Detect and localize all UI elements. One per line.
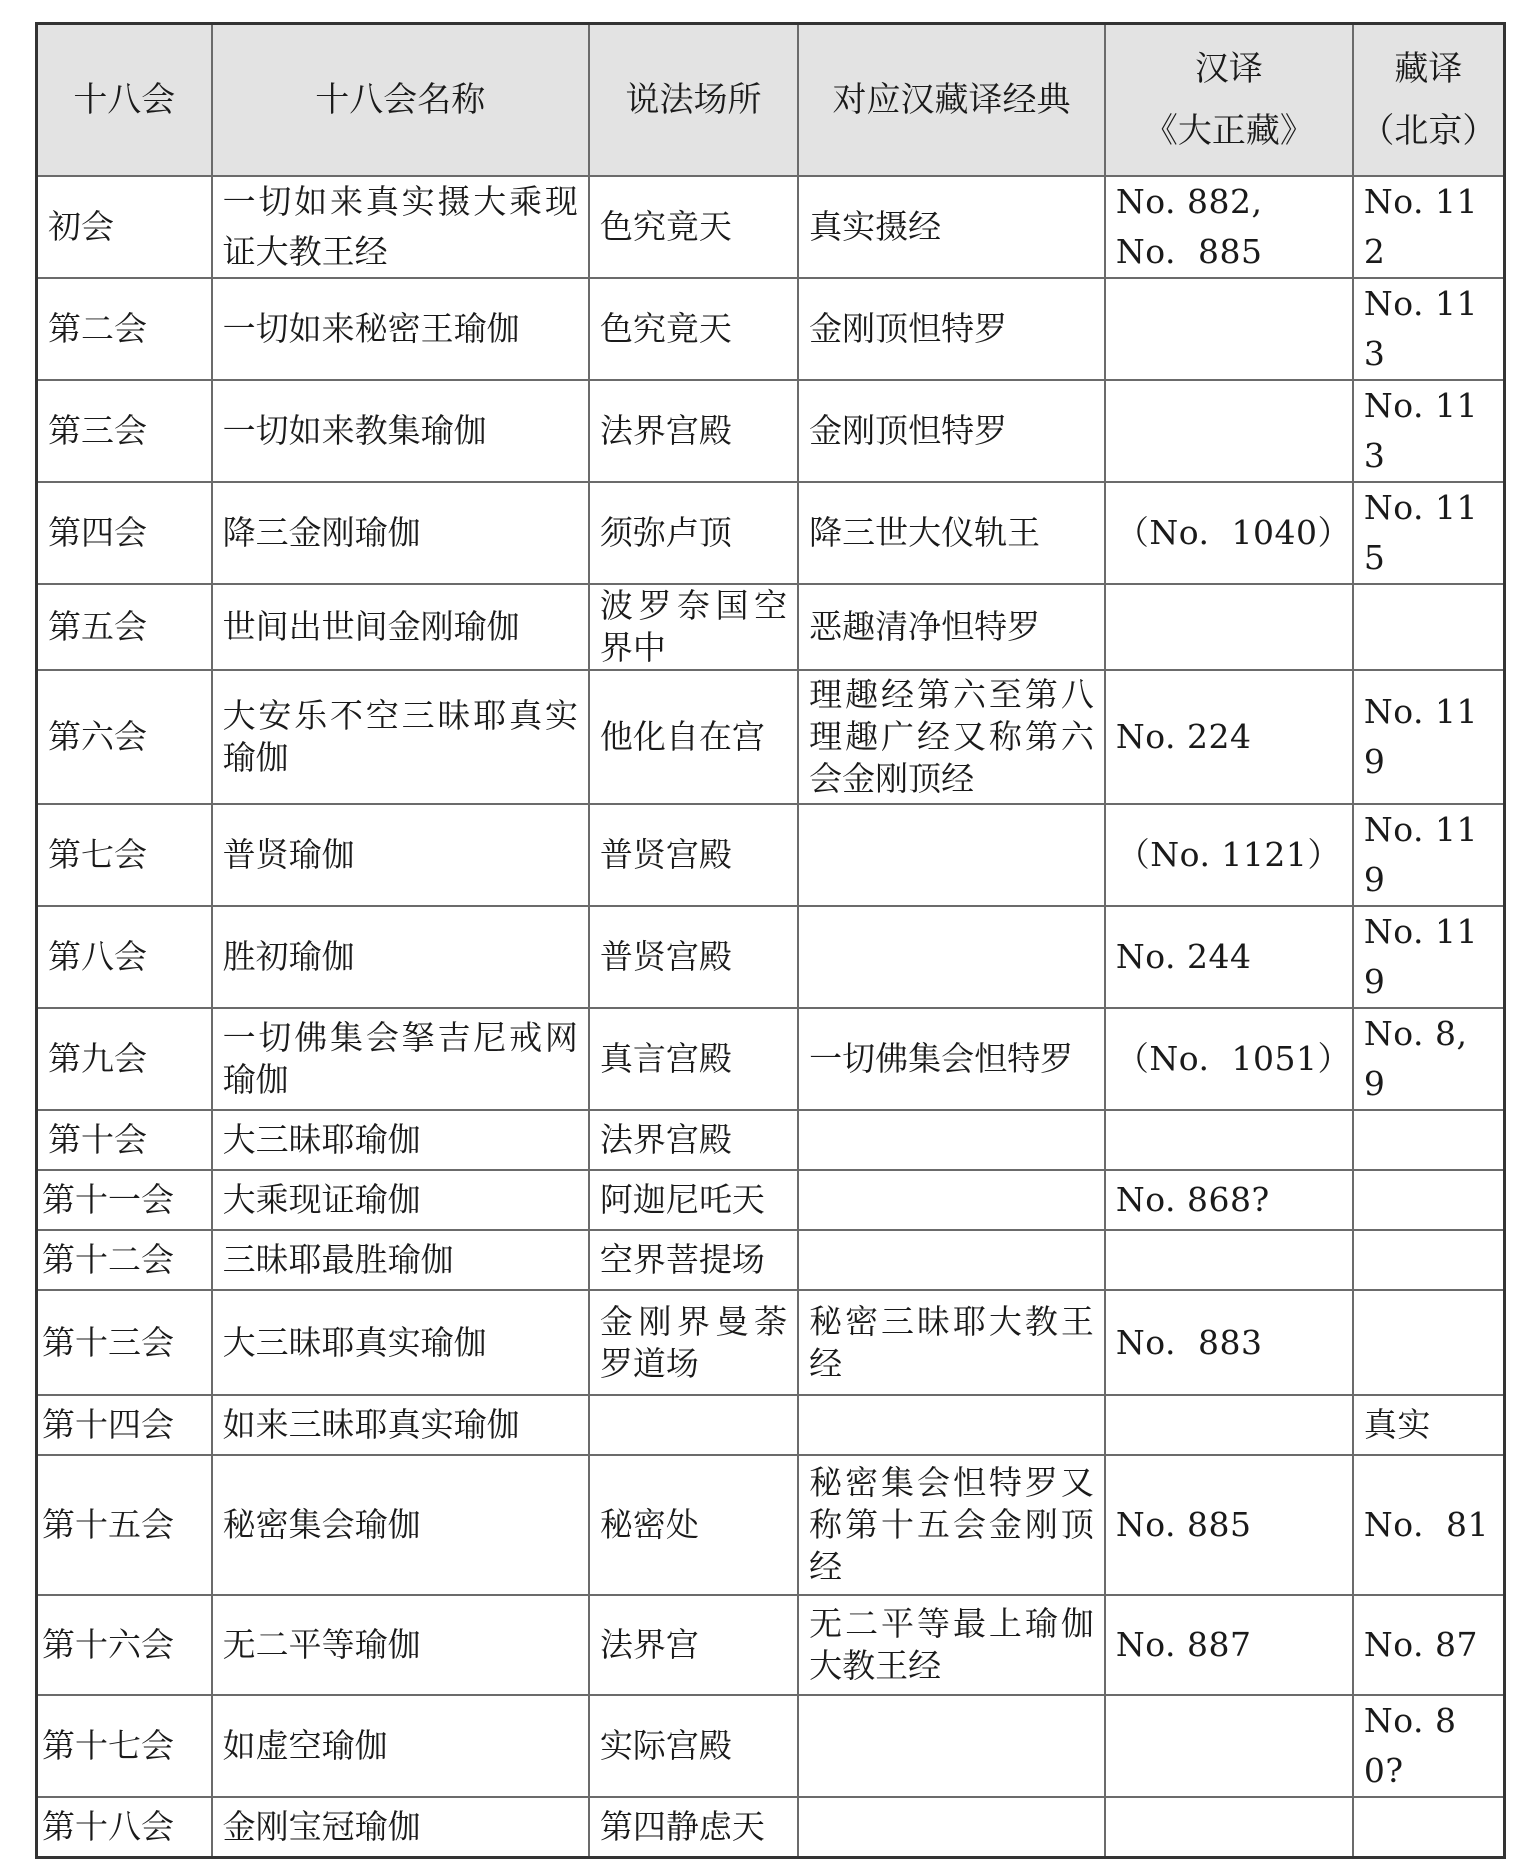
cell-session: 第八会 [37, 906, 212, 1008]
cell-place: 空界菩提场 [589, 1230, 798, 1290]
header-place: 说法场所 [589, 24, 798, 177]
cell-session: 第十会 [37, 1110, 212, 1170]
table-row [37, 1797, 1505, 1857]
cell-session: 第六会 [37, 670, 212, 804]
cell-session: 第十四会 [37, 1395, 212, 1455]
cell-tibetan [1353, 1230, 1505, 1290]
cell-chinese: No. 244 [1105, 906, 1353, 1008]
cell-sutra: 秘密三昧耶大教王经 [798, 1290, 1105, 1395]
cell-name: 大三昧耶真实瑜伽 [212, 1290, 589, 1395]
cell-tibetan: No. 112 [1353, 176, 1505, 278]
cell-place: 色究竟天 [589, 278, 798, 380]
cell-place: 波罗奈国空界中 [589, 584, 798, 670]
cell-tibetan: No. 8, 9 [1353, 1008, 1505, 1110]
cell-name: 一切佛集会拏吉尼戒网瑜伽 [212, 1008, 589, 1110]
cell-session: 第十五会 [37, 1455, 212, 1595]
cell-tibetan: No. 119 [1353, 670, 1505, 804]
cell-sutra: 金刚顶怛特罗 [798, 380, 1105, 482]
cell-tibetan: No. 119 [1353, 804, 1505, 906]
cell-session: 初会 [37, 176, 212, 278]
header-sutra: 对应汉藏译经典 [798, 24, 1105, 177]
cell-chinese [1105, 278, 1353, 380]
cell-chinese [1105, 1695, 1353, 1797]
cell-chinese-line1: No. 882, [1115, 182, 1263, 221]
table-container [35, 22, 1506, 1859]
cell-session: 第十二会 [37, 1230, 212, 1290]
header-row [37, 24, 1505, 177]
cell-chinese [1105, 1230, 1353, 1290]
cell-chinese: （No. 1040） [1105, 482, 1353, 584]
cell-session: 第十三会 [37, 1290, 212, 1395]
cell-name: 一切如来教集瑜伽 [212, 380, 589, 482]
table-row [37, 1008, 1505, 1110]
cell-chinese [1105, 1395, 1353, 1455]
cell-name: 普贤瑜伽 [212, 804, 589, 906]
header-chinese [1105, 24, 1353, 177]
cell-chinese: No. 885 [1105, 1455, 1353, 1595]
cell-tibetan: No. 87 [1353, 1595, 1505, 1695]
table-row [37, 1290, 1505, 1395]
table-row [37, 482, 1505, 584]
eighteen-assemblies-table [35, 22, 1506, 1859]
table-row [37, 1395, 1505, 1455]
cell-name: 秘密集会瑜伽 [212, 1455, 589, 1595]
cell-tibetan: No. 113 [1353, 380, 1505, 482]
cell-tibetan: No. 113 [1353, 278, 1505, 380]
cell-chinese [1105, 1110, 1353, 1170]
cell-chinese: No. 224 [1105, 670, 1353, 804]
cell-session: 第五会 [37, 584, 212, 670]
header-session: 十八会 [37, 24, 212, 177]
cell-name: 如来三昧耶真实瑜伽 [212, 1395, 589, 1455]
cell-sutra [798, 1395, 1105, 1455]
header-chinese-line1: 汉译 [1194, 49, 1263, 89]
table-row [37, 906, 1505, 1008]
cell-tibetan: 真实 [1353, 1395, 1505, 1455]
cell-sutra: 金刚顶怛特罗 [798, 278, 1105, 380]
cell-place: 第四静虑天 [589, 1797, 798, 1857]
cell-place: 法界宫 [589, 1595, 798, 1695]
table-row [37, 1695, 1505, 1797]
cell-place: 阿迦尼吒天 [589, 1170, 798, 1230]
table-row [37, 1170, 1505, 1230]
table-row [37, 584, 1505, 670]
cell-tibetan [1353, 1797, 1505, 1857]
cell-tibetan: No. 80? [1353, 1695, 1505, 1797]
cell-name: 金刚宝冠瑜伽 [212, 1797, 589, 1857]
cell-session: 第二会 [37, 278, 212, 380]
cell-tibetan: No. 115 [1353, 482, 1505, 584]
cell-name: 胜初瑜伽 [212, 906, 589, 1008]
cell-tibetan [1353, 584, 1505, 670]
table-row [37, 1455, 1505, 1595]
table-row [37, 176, 1505, 278]
cell-sutra [798, 1695, 1105, 1797]
cell-sutra: 秘密集会怛特罗又称第十五会金刚顶经 [798, 1455, 1105, 1595]
cell-chinese-line2: No. 885 [1115, 232, 1263, 271]
cell-session: 第九会 [37, 1008, 212, 1110]
cell-place: 法界宫殿 [589, 1110, 798, 1170]
cell-name: 世间出世间金刚瑜伽 [212, 584, 589, 670]
header-chinese-line2: 《大正藏》 [1143, 111, 1314, 151]
cell-name: 三昧耶最胜瑜伽 [212, 1230, 589, 1290]
cell-name: 无二平等瑜伽 [212, 1595, 589, 1695]
cell-name: 降三金刚瑜伽 [212, 482, 589, 584]
cell-chinese [1105, 176, 1353, 278]
cell-tibetan: No. 119 [1353, 906, 1505, 1008]
cell-chinese: No. 868? [1105, 1170, 1353, 1230]
cell-tibetan [1353, 1170, 1505, 1230]
cell-sutra: 真实摄经 [798, 176, 1105, 278]
cell-session: 第十八会 [37, 1797, 212, 1857]
cell-name: 大三昧耶瑜伽 [212, 1110, 589, 1170]
cell-chinese [1105, 380, 1353, 482]
cell-place: 秘密处 [589, 1455, 798, 1595]
cell-chinese: No. 883 [1105, 1290, 1353, 1395]
header-tibetan [1353, 24, 1505, 177]
table-row [37, 804, 1505, 906]
cell-place: 法界宫殿 [589, 380, 798, 482]
cell-place: 普贤宫殿 [589, 906, 798, 1008]
cell-sutra [798, 906, 1105, 1008]
cell-place: 普贤宫殿 [589, 804, 798, 906]
cell-place: 须弥卢顶 [589, 482, 798, 584]
table-row [37, 1230, 1505, 1290]
cell-tibetan [1353, 1290, 1505, 1395]
cell-place: 金刚界曼荼罗道场 [589, 1290, 798, 1395]
cell-sutra: 理趣经第六至第八理趣广经又称第六会金刚顶经 [798, 670, 1105, 804]
cell-sutra [798, 1230, 1105, 1290]
cell-chinese [1105, 584, 1353, 670]
cell-session: 第十七会 [37, 1695, 212, 1797]
cell-name: 一切如来真实摄大乘现证大教王经 [212, 176, 589, 278]
cell-name: 大乘现证瑜伽 [212, 1170, 589, 1230]
cell-place: 色究竟天 [589, 176, 798, 278]
cell-name: 如虚空瑜伽 [212, 1695, 589, 1797]
cell-place: 真言宫殿 [589, 1008, 798, 1110]
header-tibetan-line1: 藏译 [1394, 49, 1463, 89]
cell-sutra: 无二平等最上瑜伽大教王经 [798, 1595, 1105, 1695]
cell-name: 大安乐不空三昧耶真实瑜伽 [212, 670, 589, 804]
table-row [37, 278, 1505, 380]
table-row [37, 1110, 1505, 1170]
cell-chinese: （No. 1121） [1105, 804, 1353, 906]
table-row [37, 1595, 1505, 1695]
table-row [37, 670, 1505, 804]
cell-session: 第十六会 [37, 1595, 212, 1695]
cell-sutra [798, 1797, 1105, 1857]
cell-session: 第四会 [37, 482, 212, 584]
cell-chinese [1105, 1797, 1353, 1857]
cell-session: 第七会 [37, 804, 212, 906]
cell-sutra: 降三世大仪轨王 [798, 482, 1105, 584]
cell-sutra [798, 1170, 1105, 1230]
cell-sutra: 恶趣清净怛特罗 [798, 584, 1105, 670]
cell-tibetan: No. 81 [1353, 1455, 1505, 1595]
cell-sutra [798, 1110, 1105, 1170]
cell-session: 第三会 [37, 380, 212, 482]
cell-tibetan [1353, 1110, 1505, 1170]
cell-name: 一切如来秘密王瑜伽 [212, 278, 589, 380]
cell-session: 第十一会 [37, 1170, 212, 1230]
cell-sutra: 一切佛集会怛特罗 [798, 1008, 1105, 1110]
header-name: 十八会名称 [212, 24, 589, 177]
cell-chinese: （No. 1051） [1105, 1008, 1353, 1110]
cell-place: 他化自在宫 [589, 670, 798, 804]
table-row [37, 380, 1505, 482]
cell-place [589, 1395, 798, 1455]
cell-place: 实际宫殿 [589, 1695, 798, 1797]
cell-sutra [798, 804, 1105, 906]
header-tibetan-line2: （北京） [1360, 111, 1497, 151]
cell-chinese: No. 887 [1105, 1595, 1353, 1695]
